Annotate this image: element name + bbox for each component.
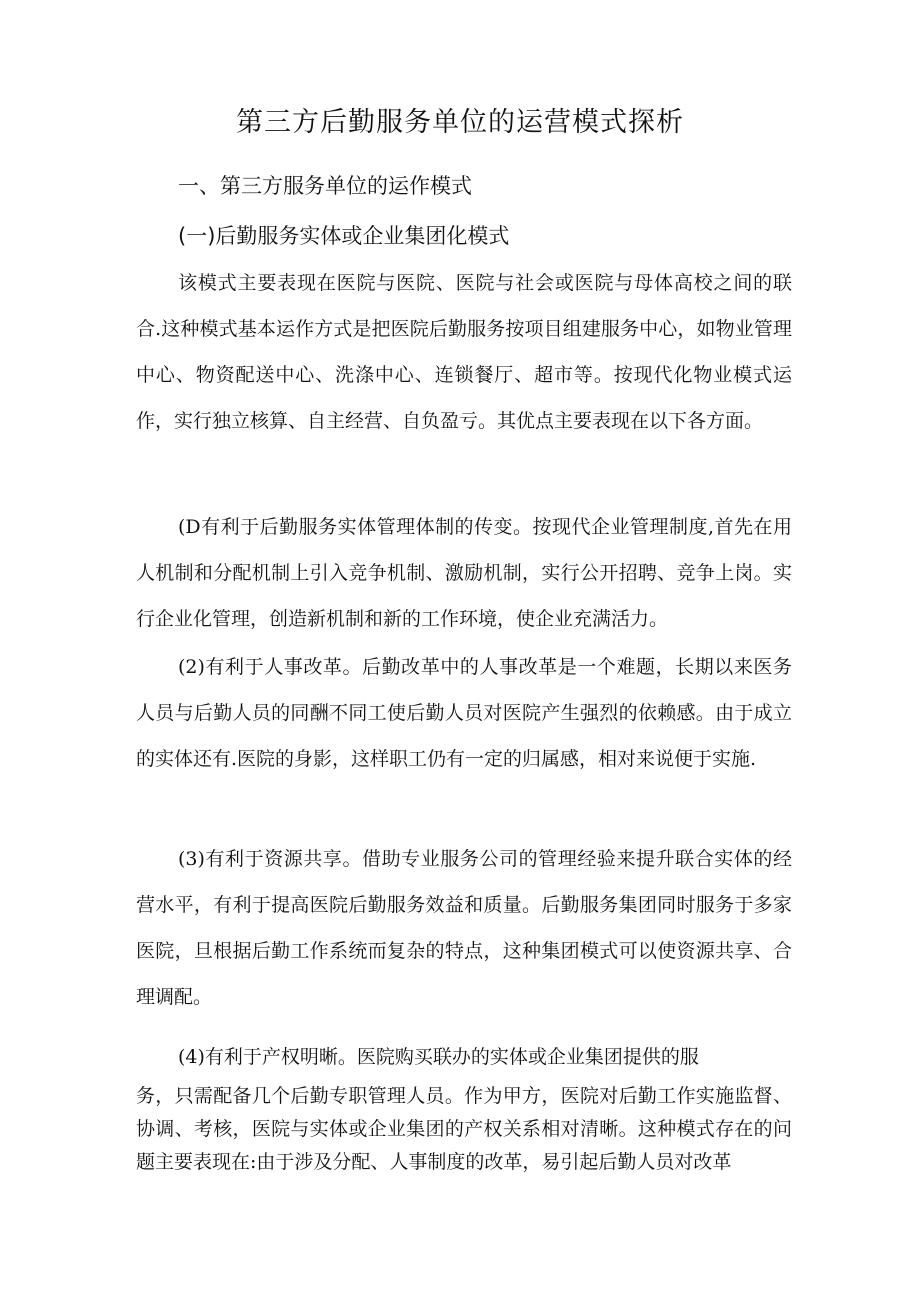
paragraph-point-2: (2)有利于人事改革。后勤改革中的人事改革是一个难题，长期以来医务人员与后勤人员的同酬不同工使后勤人员对医院产生强烈的依赖感。由于成立的实体还有.医院的身影，这样职工仍有一定的归属感，相对来说便于实施. (136, 656, 792, 770)
paragraph-point-3: (3)有利于资源共享。借助专业服务公司的管理经验来提升联合实体的经营水平，有利于提高医院后勤服务效益和质量。后勤服务集团同时服务于多家医院，旦根据后勤工作系统而复杂的特点，这种集团模式可以使资源共享、合理调配。 (136, 848, 792, 1008)
paragraph-intro: 该模式主要表现在医院与医院、医院与社会或医院与母体高校之间的联合.这种模式基本运作方式是把医院后勤服务按项目组建服务中心，如物业管理中心、物资配送中心、洗涤中心、连锁餐厅、超市等。按现代化物业模式运作，实行独立核算、自主经营、自负盈亏。其优点主要表现在以下各方面。 (136, 272, 792, 432)
section-heading: 一、第三方服务单位的运作模式 (178, 174, 472, 198)
paragraph-point-1: (D有利于后勤服务实体管理体制的传变。按现代企业管理制度,首先在用人机制和分配机制上引入竞争机制、激励机制，实行公开招聘、竞争上岗。实行企业化管理，创造新机制和新的工作环境，使企业充满活力。 (136, 516, 792, 630)
document-title: 第三方后勤服务单位的运营模式探析 (236, 107, 684, 138)
paragraph-point-4-continued: 务，只需配备几个后勤专职管理人员。作为甲方，医院对后勤工作实施监督、协调、考核，医院与实体或企业集团的产权关系相对清晰。这种模式存在的问题主要表现在:由于涉及分配、人事制度的改革，易引起后勤人员对改革 (136, 1085, 792, 1173)
paragraph-point-4-first-line: (4)有利于产权明晰。医院购买联办的实体或企业集团提供的服 (178, 1046, 699, 1068)
subsection-heading: (一)后勤服务实体或企业集团化模式 (178, 224, 510, 248)
